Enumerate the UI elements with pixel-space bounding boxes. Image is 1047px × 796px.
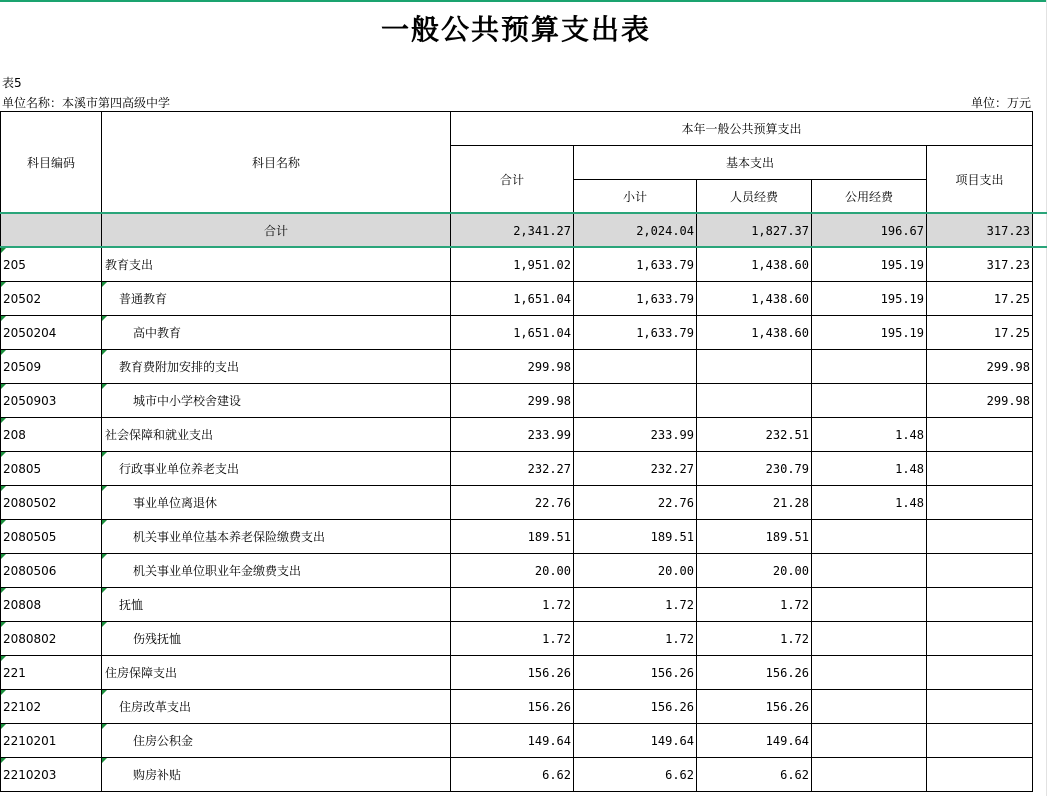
amount-personnel[interactable]: 156.26 bbox=[697, 656, 812, 690]
subject-code[interactable]: 20502 bbox=[1, 282, 102, 316]
amount-personnel[interactable]: 20.00 bbox=[697, 554, 812, 588]
amount-project[interactable] bbox=[927, 588, 1033, 622]
header-budget-group[interactable]: 本年一般公共预算支出 bbox=[451, 112, 1033, 146]
amount-total[interactable]: 1,651.04 bbox=[451, 282, 574, 316]
amount-project[interactable] bbox=[927, 418, 1033, 452]
amount-subtotal[interactable]: 156.26 bbox=[574, 690, 697, 724]
amount-project[interactable] bbox=[927, 724, 1033, 758]
subject-name[interactable]: 行政事业单位养老支出 bbox=[102, 452, 451, 486]
subject-name[interactable]: 住房公积金 bbox=[102, 724, 451, 758]
amount-subtotal[interactable]: 189.51 bbox=[574, 520, 697, 554]
unit-label: 单位：万元 bbox=[970, 96, 1031, 110]
subject-code[interactable]: 2080506 bbox=[1, 554, 102, 588]
amount-total[interactable]: 156.26 bbox=[451, 690, 574, 724]
amount-public[interactable]: 1.48 bbox=[812, 418, 927, 452]
table-row[interactable] bbox=[1, 418, 1033, 452]
total-personnel[interactable]: 1,827.37 bbox=[697, 214, 812, 248]
amount-personnel[interactable]: 189.51 bbox=[697, 520, 812, 554]
table-row[interactable] bbox=[1, 452, 1033, 486]
amount-total[interactable]: 233.99 bbox=[451, 418, 574, 452]
table-number: 表5 bbox=[2, 76, 22, 90]
amount-project[interactable]: 299.98 bbox=[927, 350, 1033, 384]
unit-name: 单位名称：本溪市第四高级中学 bbox=[2, 96, 171, 110]
amount-public[interactable] bbox=[812, 622, 927, 656]
subject-name[interactable]: 高中教育 bbox=[102, 316, 451, 350]
subject-code[interactable]: 208 bbox=[1, 418, 102, 452]
table-row[interactable] bbox=[1, 724, 1033, 758]
amount-personnel[interactable]: 1.72 bbox=[697, 588, 812, 622]
subject-name[interactable]: 住房保障支出 bbox=[102, 656, 451, 690]
subject-code[interactable]: 221 bbox=[1, 656, 102, 690]
subject-code[interactable]: 2050903 bbox=[1, 384, 102, 418]
amount-total[interactable]: 232.27 bbox=[451, 452, 574, 486]
amount-total[interactable]: 20.00 bbox=[451, 554, 574, 588]
total-row[interactable] bbox=[1, 214, 1033, 248]
amount-total[interactable]: 299.98 bbox=[451, 384, 574, 418]
amount-personnel[interactable]: 1,438.60 bbox=[697, 282, 812, 316]
amount-project[interactable] bbox=[927, 656, 1033, 690]
amount-personnel[interactable]: 21.28 bbox=[697, 486, 812, 520]
amount-public[interactable] bbox=[812, 656, 927, 690]
amount-personnel[interactable]: 1,438.60 bbox=[697, 316, 812, 350]
amount-project[interactable] bbox=[927, 690, 1033, 724]
amount-personnel[interactable]: 149.64 bbox=[697, 724, 812, 758]
table-row[interactable] bbox=[1, 690, 1033, 724]
table-row[interactable] bbox=[1, 486, 1033, 520]
subject-code[interactable]: 22102 bbox=[1, 690, 102, 724]
table-row[interactable] bbox=[1, 520, 1033, 554]
amount-subtotal[interactable]: 1.72 bbox=[574, 622, 697, 656]
subject-code[interactable]: 2050204 bbox=[1, 316, 102, 350]
header-total[interactable]: 合计 bbox=[451, 146, 574, 214]
amount-public[interactable] bbox=[812, 520, 927, 554]
amount-project[interactable] bbox=[927, 622, 1033, 656]
amount-project[interactable] bbox=[927, 554, 1033, 588]
subject-code[interactable]: 205 bbox=[1, 248, 102, 282]
amount-public[interactable]: 195.19 bbox=[812, 282, 927, 316]
amount-subtotal[interactable] bbox=[574, 384, 697, 418]
subject-name[interactable]: 城市中小学校舍建设 bbox=[102, 384, 451, 418]
amount-total[interactable]: 299.98 bbox=[451, 350, 574, 384]
amount-total[interactable]: 149.64 bbox=[451, 724, 574, 758]
amount-project[interactable]: 299.98 bbox=[927, 384, 1033, 418]
header-project[interactable]: 项目支出 bbox=[927, 146, 1033, 214]
amount-project[interactable]: 17.25 bbox=[927, 316, 1033, 350]
amount-personnel[interactable]: 1,438.60 bbox=[697, 248, 812, 282]
subject-name[interactable]: 机关事业单位基本养老保险缴费支出 bbox=[102, 520, 451, 554]
amount-public[interactable] bbox=[812, 690, 927, 724]
header-public[interactable]: 公用经费 bbox=[812, 180, 927, 214]
subject-code[interactable]: 2080502 bbox=[1, 486, 102, 520]
amount-total[interactable]: 1,651.04 bbox=[451, 316, 574, 350]
amount-total[interactable]: 189.51 bbox=[451, 520, 574, 554]
amount-project[interactable]: 317.23 bbox=[927, 248, 1033, 282]
table-row[interactable] bbox=[1, 248, 1033, 282]
amount-public[interactable] bbox=[812, 588, 927, 622]
amount-public[interactable]: 195.19 bbox=[812, 316, 927, 350]
table-row[interactable] bbox=[1, 316, 1033, 350]
subject-name[interactable]: 住房改革支出 bbox=[102, 690, 451, 724]
subject-name[interactable]: 教育费附加安排的支出 bbox=[102, 350, 451, 384]
header-basic[interactable]: 基本支出 bbox=[574, 146, 927, 180]
amount-subtotal[interactable]: 1,633.79 bbox=[574, 248, 697, 282]
subject-code[interactable]: 20805 bbox=[1, 452, 102, 486]
subject-code[interactable]: 2210201 bbox=[1, 724, 102, 758]
table-row[interactable] bbox=[1, 282, 1033, 316]
amount-total[interactable]: 1.72 bbox=[451, 588, 574, 622]
amount-project[interactable] bbox=[927, 520, 1033, 554]
subject-name[interactable]: 普通教育 bbox=[102, 282, 451, 316]
subject-code[interactable]: 2210203 bbox=[1, 758, 102, 792]
table-row[interactable] bbox=[1, 350, 1033, 384]
header-name[interactable]: 科目名称 bbox=[102, 112, 451, 214]
amount-project[interactable] bbox=[927, 758, 1033, 792]
amount-subtotal[interactable]: 6.62 bbox=[574, 758, 697, 792]
total-subtotal[interactable]: 2,024.04 bbox=[574, 214, 697, 248]
amount-subtotal[interactable]: 149.64 bbox=[574, 724, 697, 758]
table-row[interactable] bbox=[1, 758, 1033, 792]
amount-public[interactable] bbox=[812, 554, 927, 588]
table-row[interactable] bbox=[1, 554, 1033, 588]
amount-project[interactable] bbox=[927, 452, 1033, 486]
amount-public[interactable]: 1.48 bbox=[812, 486, 927, 520]
amount-subtotal[interactable]: 22.76 bbox=[574, 486, 697, 520]
page-title: 一般公共预算支出表 bbox=[380, 13, 651, 46]
subject-name[interactable]: 机关事业单位职业年金缴费支出 bbox=[102, 554, 451, 588]
amount-personnel[interactable]: 1.72 bbox=[697, 622, 812, 656]
selection-top-line bbox=[0, 212, 1047, 214]
table-body bbox=[1, 248, 1033, 792]
amount-personnel[interactable]: 232.51 bbox=[697, 418, 812, 452]
amount-personnel[interactable] bbox=[697, 384, 812, 418]
amount-total[interactable]: 22.76 bbox=[451, 486, 574, 520]
amount-subtotal[interactable]: 1,633.79 bbox=[574, 316, 697, 350]
amount-subtotal[interactable]: 1,633.79 bbox=[574, 282, 697, 316]
subject-code[interactable]: 2080802 bbox=[1, 622, 102, 656]
amount-subtotal[interactable]: 20.00 bbox=[574, 554, 697, 588]
total-project[interactable]: 317.23 bbox=[927, 214, 1033, 248]
selection-bottom-line bbox=[0, 246, 1047, 248]
subject-name[interactable]: 购房补贴 bbox=[102, 758, 451, 792]
amount-project[interactable]: 17.25 bbox=[927, 282, 1033, 316]
table-row[interactable] bbox=[1, 384, 1033, 418]
amount-personnel[interactable]: 6.62 bbox=[697, 758, 812, 792]
amount-public[interactable] bbox=[812, 384, 927, 418]
top-border-line bbox=[0, 0, 1047, 2]
amount-subtotal[interactable]: 232.27 bbox=[574, 452, 697, 486]
header-subtotal[interactable]: 小计 bbox=[574, 180, 697, 214]
amount-public[interactable] bbox=[812, 350, 927, 384]
amount-personnel[interactable]: 156.26 bbox=[697, 690, 812, 724]
amount-public[interactable] bbox=[812, 758, 927, 792]
amount-public[interactable]: 1.48 bbox=[812, 452, 927, 486]
subject-code[interactable]: 20808 bbox=[1, 588, 102, 622]
amount-personnel[interactable] bbox=[697, 350, 812, 384]
header-code[interactable]: 科目编码 bbox=[1, 112, 102, 214]
amount-subtotal[interactable]: 1.72 bbox=[574, 588, 697, 622]
total-amount[interactable]: 2,341.27 bbox=[451, 214, 574, 248]
amount-public[interactable]: 195.19 bbox=[812, 248, 927, 282]
total-public[interactable]: 196.67 bbox=[812, 214, 927, 248]
amount-subtotal[interactable]: 233.99 bbox=[574, 418, 697, 452]
amount-total[interactable]: 1,951.02 bbox=[451, 248, 574, 282]
amount-public[interactable] bbox=[812, 724, 927, 758]
table-row[interactable] bbox=[1, 622, 1033, 656]
amount-total[interactable]: 1.72 bbox=[451, 622, 574, 656]
subject-name[interactable]: 教育支出 bbox=[102, 248, 451, 282]
table-row[interactable] bbox=[1, 588, 1033, 622]
subject-name[interactable]: 事业单位离退休 bbox=[102, 486, 451, 520]
table-row[interactable] bbox=[1, 656, 1033, 690]
total-code-cell[interactable] bbox=[1, 214, 102, 248]
amount-personnel[interactable]: 230.79 bbox=[697, 452, 812, 486]
amount-subtotal[interactable]: 156.26 bbox=[574, 656, 697, 690]
subject-code[interactable]: 20509 bbox=[1, 350, 102, 384]
amount-project[interactable] bbox=[927, 486, 1033, 520]
header-personnel[interactable]: 人员经费 bbox=[697, 180, 812, 214]
subject-name[interactable]: 社会保障和就业支出 bbox=[102, 418, 451, 452]
table-header bbox=[1, 112, 1033, 214]
amount-subtotal[interactable] bbox=[574, 350, 697, 384]
total-label[interactable]: 合计 bbox=[102, 214, 451, 248]
subject-code[interactable]: 2080505 bbox=[1, 520, 102, 554]
amount-total[interactable]: 156.26 bbox=[451, 656, 574, 690]
amount-total[interactable]: 6.62 bbox=[451, 758, 574, 792]
subject-name[interactable]: 抚恤 bbox=[102, 588, 451, 622]
subject-name[interactable]: 伤残抚恤 bbox=[102, 622, 451, 656]
